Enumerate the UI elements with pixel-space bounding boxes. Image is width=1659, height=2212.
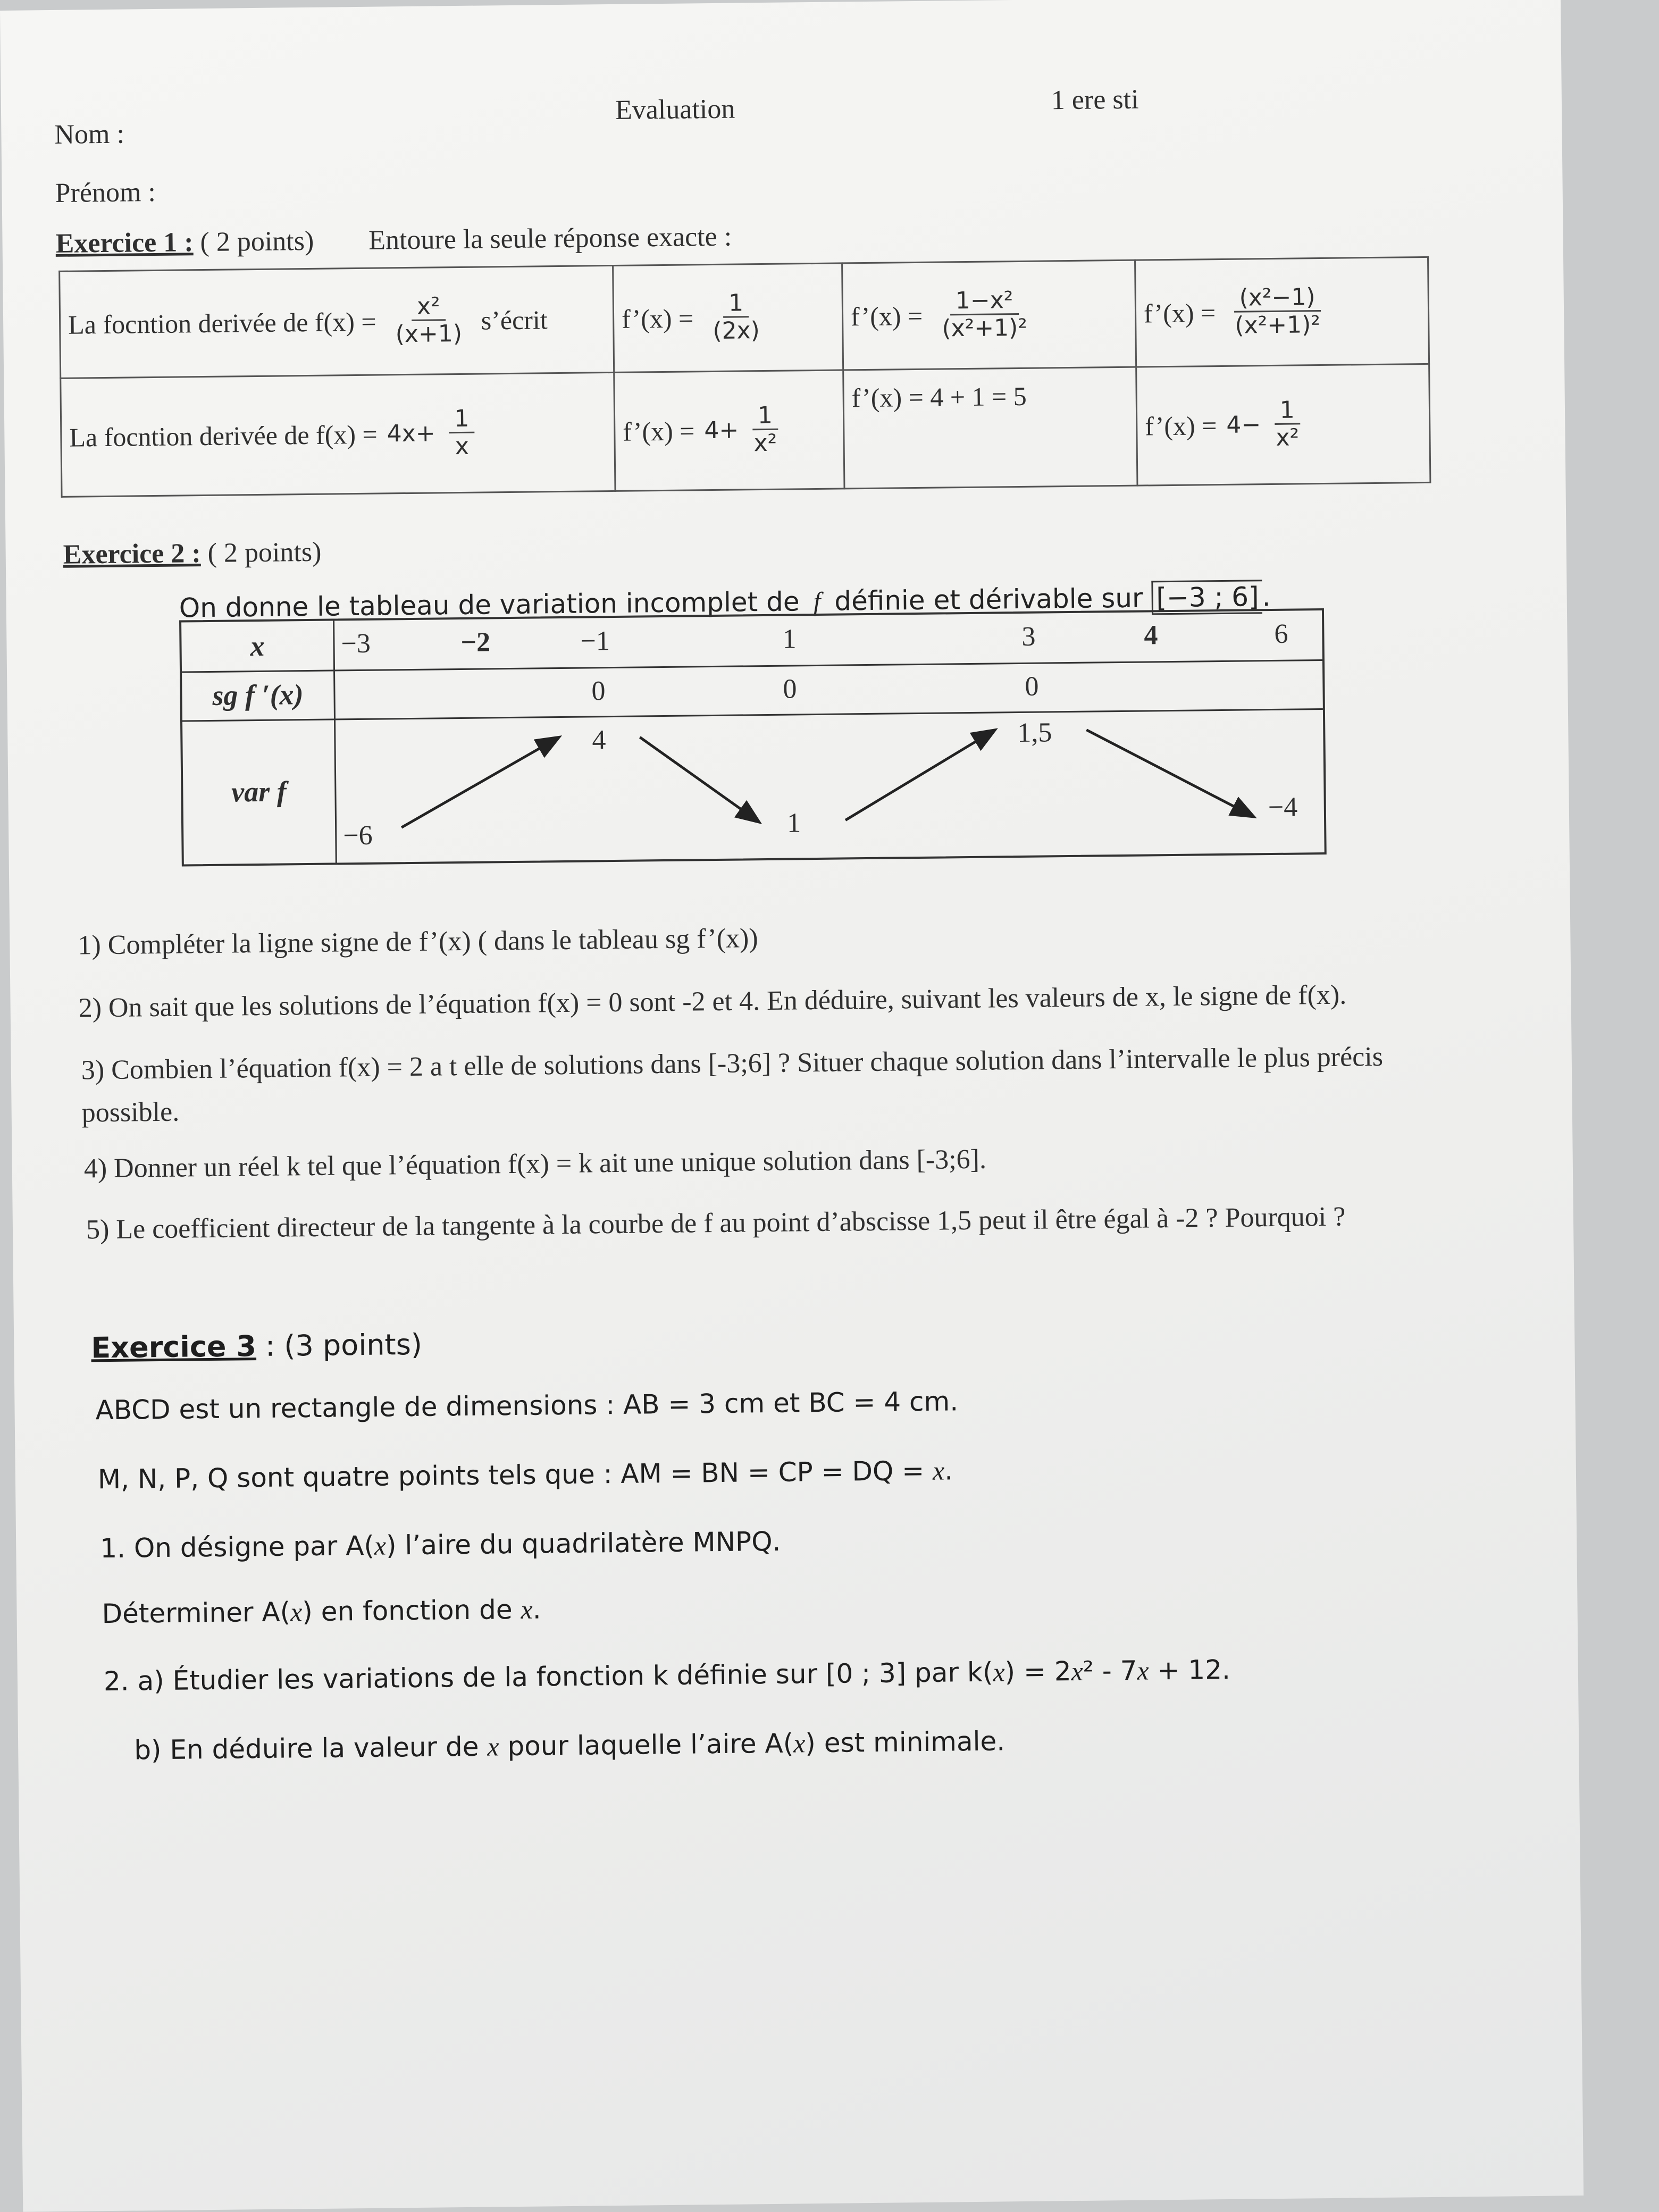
exercise1-points: ( 2 points) — [200, 225, 314, 258]
question-2: 2) On sait que les solutions de l’équation f(x) = 0 sont -2 et 4. En déduire, suivant les valeurs de x, le signe de f(x). — [78, 979, 1347, 1024]
question-5: 5) Le coefficient directeur de la tangente à la courbe de f au point d’abscisse 1,5 peut il être égal à -2 ? Pourquoi ? — [86, 1201, 1346, 1245]
exercise3-points: : (3 points) — [265, 1327, 423, 1363]
vt-label-sign: sg f ′(x) — [182, 669, 336, 720]
question-3-continued: possible. — [81, 1096, 180, 1128]
mcq-table — [58, 256, 1431, 498]
answer-choice[interactable]: f’(x) = 4+ $\frac{1}{\text{x²}}$ — [614, 370, 844, 491]
answer-choice[interactable]: f’(x) = 4− $\frac{1}{\text{x²}}$ — [1136, 364, 1430, 485]
exercise2-title: Exercice 2 : — [63, 538, 201, 570]
decreasing-arrow — [1086, 728, 1252, 817]
mcq-question-cell — [60, 265, 614, 378]
var-value: −6 — [342, 820, 373, 851]
ex3-line: Déterminer A(x) en fonction de x. — [102, 1594, 541, 1630]
exercise1-instruction: Entoure la seule réponse exacte : — [368, 221, 732, 256]
x-value: 3 — [1021, 621, 1036, 652]
answer-choice[interactable]: f’(x) = $\frac{\text{1−x²}}{\text{(x²+1)²}}$ — [842, 260, 1136, 370]
vt-label-x: x — [181, 621, 335, 671]
variation-arrows — [181, 610, 1325, 864]
exercise1-title: Exercice 1 : — [55, 227, 194, 259]
ex3-line: M, N, P, Q sont quatre points tels que : AM = BN = CP = DQ = x. — [97, 1455, 953, 1495]
x-value: −3 — [341, 628, 371, 659]
decreasing-arrow — [640, 736, 758, 822]
variation-table-caption: On donne le tableau de variation incomplet de f définie et dérivable sur [−3 ; 6] . — [179, 581, 1270, 623]
exercise1-heading — [55, 221, 732, 259]
sign-zero: 0 — [1025, 671, 1039, 702]
x-value: 1 — [782, 624, 797, 655]
var-value: 4 — [592, 725, 606, 756]
question-1: 1) Compléter la ligne signe de f’(x) ( dans le tableau sg f’(x)) — [78, 923, 758, 961]
prenom-label: Prénom : — [55, 177, 156, 208]
var-value: −4 — [1268, 792, 1298, 823]
increasing-arrow — [400, 738, 558, 827]
question-3: 3) Combien l’équation f(x) = 2 a t elle de solutions dans [-3;6] ? Situer chaque solution dans l’intervalle le plus précis — [81, 1041, 1384, 1086]
mcq-row — [61, 364, 1430, 497]
question-text: La focntion derivée de f(x) = — [69, 419, 378, 453]
exercise3-heading — [91, 1328, 422, 1365]
exercise2-heading — [63, 537, 321, 571]
var-value: 1,5 — [1017, 717, 1052, 749]
ex3-line: ABCD est un rectangle de dimensions : AB = 3 cm et BC = 4 cm. — [95, 1386, 959, 1426]
ex3-line: 1. On désigne par A(x) l’aire du quadrilatère MNPQ. — [99, 1526, 781, 1564]
x-value: 4 — [1144, 620, 1158, 651]
question-text: La focntion derivée de f(x) = — [68, 306, 376, 340]
class-label: 1 ere sti — [1051, 84, 1139, 116]
question-4: 4) Donner un réel k tel que l’équation f(x) = k ait une unique solution dans [-3;6]. — [83, 1144, 987, 1184]
x-value: −2 — [460, 627, 491, 658]
page-title: Evaluation — [615, 94, 735, 125]
var-value: 1 — [786, 808, 801, 839]
exercise3-title: Exercice 3 — [91, 1329, 257, 1365]
x-value: 6 — [1274, 618, 1288, 649]
mcq-question-cell: La focntion derivée de f(x) = 4x+ $\frac{1}{x}$ — [61, 372, 615, 497]
sign-zero: 0 — [591, 676, 606, 707]
mcq-row — [60, 257, 1429, 378]
answer-choice[interactable]: f’(x) = $\frac{\text{(x²−1)}}{\text{(x²+1)²}}$ — [1135, 257, 1429, 367]
question-suffix: s’écrit — [481, 305, 548, 336]
increasing-arrow — [844, 731, 994, 820]
ex3-line: 2. a) Étudier les variations de la fonction k définie sur [0 ; 3] par k(x) = 2x² - 7x + 12. — [103, 1654, 1231, 1697]
x-value: −1 — [580, 626, 610, 657]
vt-label-var: var f — [182, 718, 337, 864]
nom-label: Nom : — [54, 119, 125, 150]
function-fraction: $\frac{\text{x²}}{(x+1)}$ — [395, 292, 463, 348]
function-fraction: $\frac{1}{x}$ — [449, 406, 475, 460]
answer-choice[interactable]: f’(x) = 4 + 1 = 5 — [843, 367, 1137, 489]
answer-choice[interactable]: f’(x) = $\frac{1}{(2x)}$ — [613, 263, 843, 373]
sign-zero: 0 — [783, 674, 797, 705]
ex3-line: b) En déduire la valeur de x pour laquelle l’aire A(x) est minimale. — [133, 1725, 1006, 1766]
exercise2-points: ( 2 points) — [207, 537, 322, 568]
variation-table — [179, 608, 1327, 867]
